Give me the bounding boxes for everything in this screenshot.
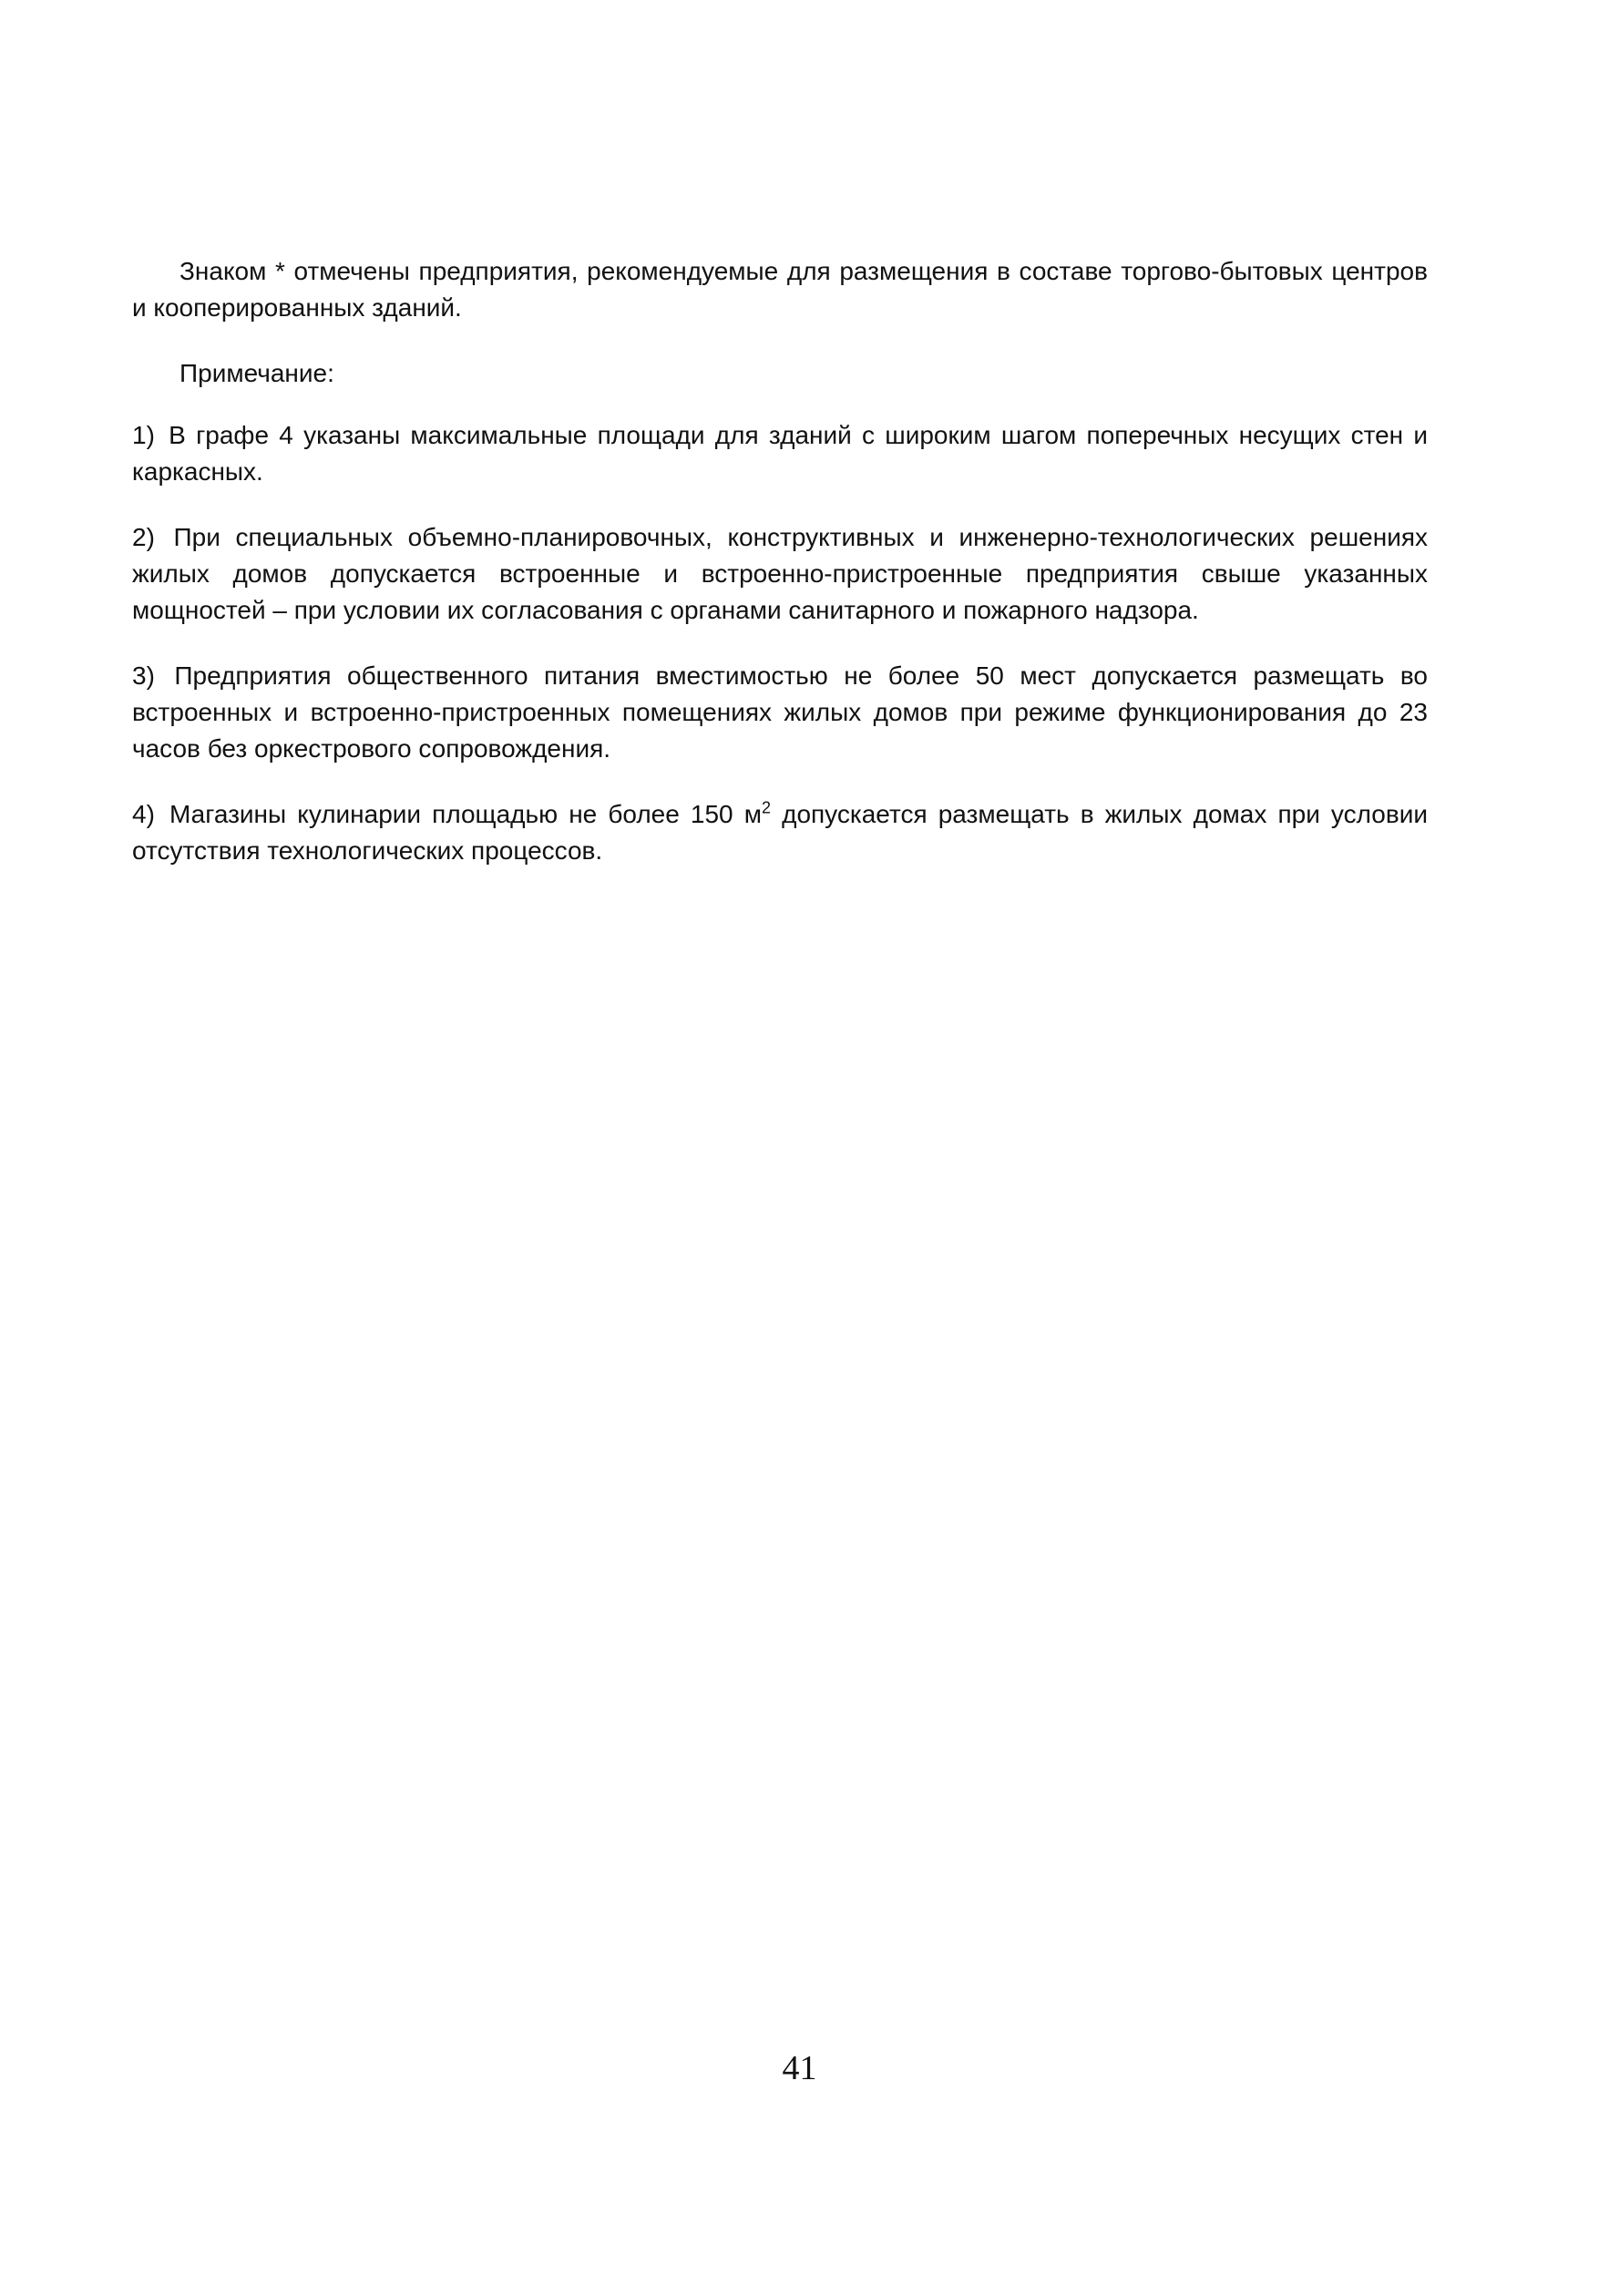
note-text-before: Магазины кулинарии площадью не более 150 м bbox=[169, 800, 762, 828]
note-marker: 1) bbox=[132, 421, 155, 449]
page-number: 41 bbox=[782, 2049, 817, 2087]
note-label: Примечание: bbox=[179, 359, 334, 387]
intro-paragraph: Знаком * отмечены предприятия, рекомендуемые для размещения в составе торгово-бытовых центров и кооперированных зданий. bbox=[132, 257, 1428, 322]
note-item bbox=[132, 658, 1428, 767]
note-text: При специальных объемно-планировочных, конструктивных и инженерно-технологических решениях жилых домов допускается встроенные и встроенно-пристроенные предприятия свыше указанных мощностей – при условии их согласования с органами санитарного и пожарного надзора. bbox=[132, 523, 1428, 624]
note-marker: 4) bbox=[132, 800, 155, 828]
note-item bbox=[132, 796, 1428, 869]
note-text: В графе 4 указаны максимальные площади для зданий с широким шагом поперечных несущих стен и каркасных. bbox=[132, 421, 1429, 486]
document-body bbox=[132, 253, 1428, 898]
note-item bbox=[132, 417, 1428, 490]
superscript: 2 bbox=[761, 798, 771, 817]
note-marker: 3) bbox=[132, 661, 155, 690]
note-item bbox=[132, 519, 1428, 629]
note-text: Предприятия общественного питания вместимостью не более 50 мест допускается размещать во встроенных и встроенно-пристроенных помещениях жилых домов при режиме функционирования до 23 часов без оркестрового сопровождения. bbox=[132, 661, 1428, 763]
note-text-after: допускается размещать в жилых домах при условии отсутствия технологических процессов. bbox=[132, 800, 1429, 865]
note-marker: 2) bbox=[132, 523, 155, 551]
